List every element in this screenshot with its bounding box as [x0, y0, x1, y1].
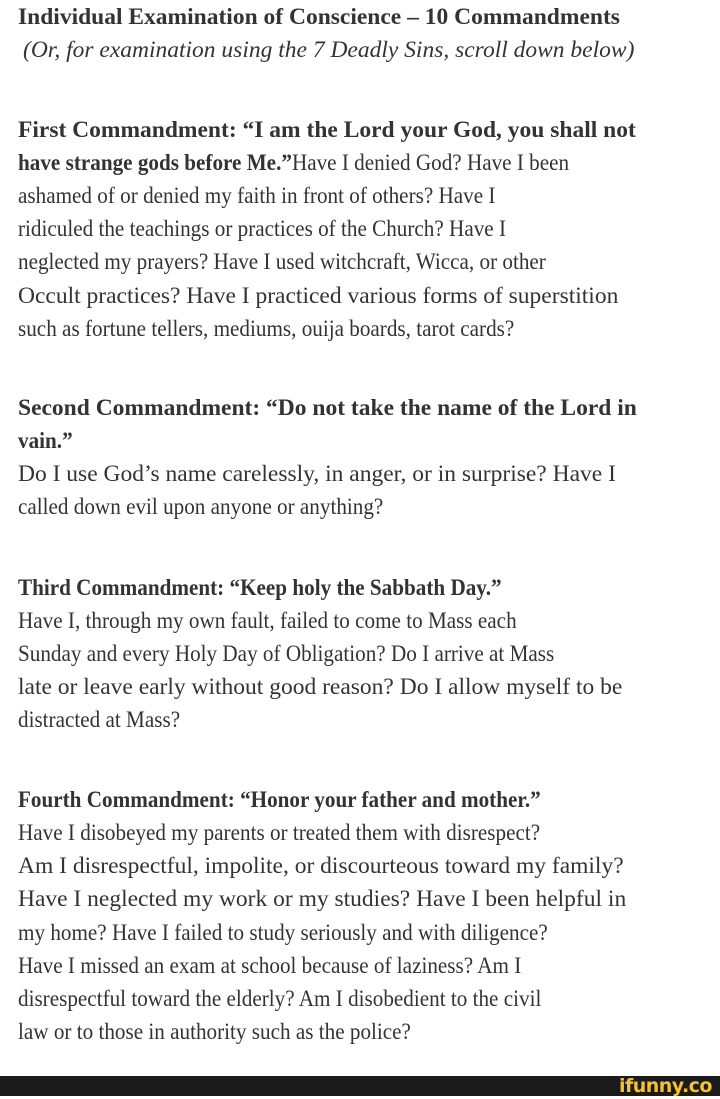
- section-body: Am I disrespectful, impolite, or discourteous toward my family?: [18, 853, 624, 879]
- section-body: ashamed of or denied my faith in front of others? Have I: [18, 183, 496, 209]
- page-subtitle: (Or, for examination using the 7 Deadly Sins, scroll down below): [23, 37, 635, 63]
- section-body: Have I missed an exam at school because of laziness? Am I: [18, 953, 522, 979]
- section-body: Have I denied God? Have I been: [291, 150, 570, 176]
- page-title: Individual Examination of Conscience – 10 Commandments: [18, 4, 620, 30]
- section-body: disrespectful toward the elderly? Am I disobedient to the civil: [18, 986, 542, 1012]
- section-body: ridiculed the teachings or practices of the Church? Have I: [18, 216, 507, 242]
- section-body: Have I neglected my work or my studies? Have I been helpful in: [18, 886, 627, 912]
- watermark-text: ifunny.co: [618, 1075, 712, 1097]
- section-heading: have strange gods before Me.”: [18, 150, 292, 176]
- section-body: neglected my prayers? Have I used witchcraft, Wicca, or other: [18, 249, 546, 275]
- section-body: distracted at Mass?: [18, 707, 181, 733]
- section-body: Sunday and every Holy Day of Obligation? Do I arrive at Mass: [18, 641, 555, 667]
- watermark-bar: [0, 1076, 720, 1096]
- section-body: Do I use God’s name carelessly, in anger, or in surprise? Have I: [18, 461, 616, 487]
- section-heading: vain.”: [18, 428, 73, 454]
- section-body: called down evil upon anyone or anything?: [18, 494, 384, 520]
- section-body: my home? Have I failed to study seriously and with diligence?: [18, 920, 548, 946]
- section-heading: Fourth Commandment: “Honor your father and mother.”: [18, 787, 541, 813]
- section-body: law or to those in authority such as the police?: [18, 1019, 411, 1045]
- section-body: Have I disobeyed my parents or treated them with disrespect?: [18, 820, 541, 846]
- section-body: Occult practices? Have I practiced various forms of superstition: [18, 283, 619, 309]
- section-heading: Second Commandment: “Do not take the name of the Lord in: [18, 395, 637, 421]
- section-body: such as fortune tellers, mediums, ouija boards, tarot cards?: [18, 316, 515, 342]
- section-body: late or leave early without good reason? Do I allow myself to be: [18, 674, 623, 700]
- section-heading-line-mixed: [18, 147, 569, 180]
- ifunny-watermark: [619, 1073, 712, 1099]
- section-heading: Third Commandment: “Keep holy the Sabbath Day.”: [18, 575, 502, 601]
- section-body: Have I, through my own fault, failed to come to Mass each: [18, 608, 517, 634]
- section-heading: First Commandment: “I am the Lord your God, you shall not: [18, 117, 636, 143]
